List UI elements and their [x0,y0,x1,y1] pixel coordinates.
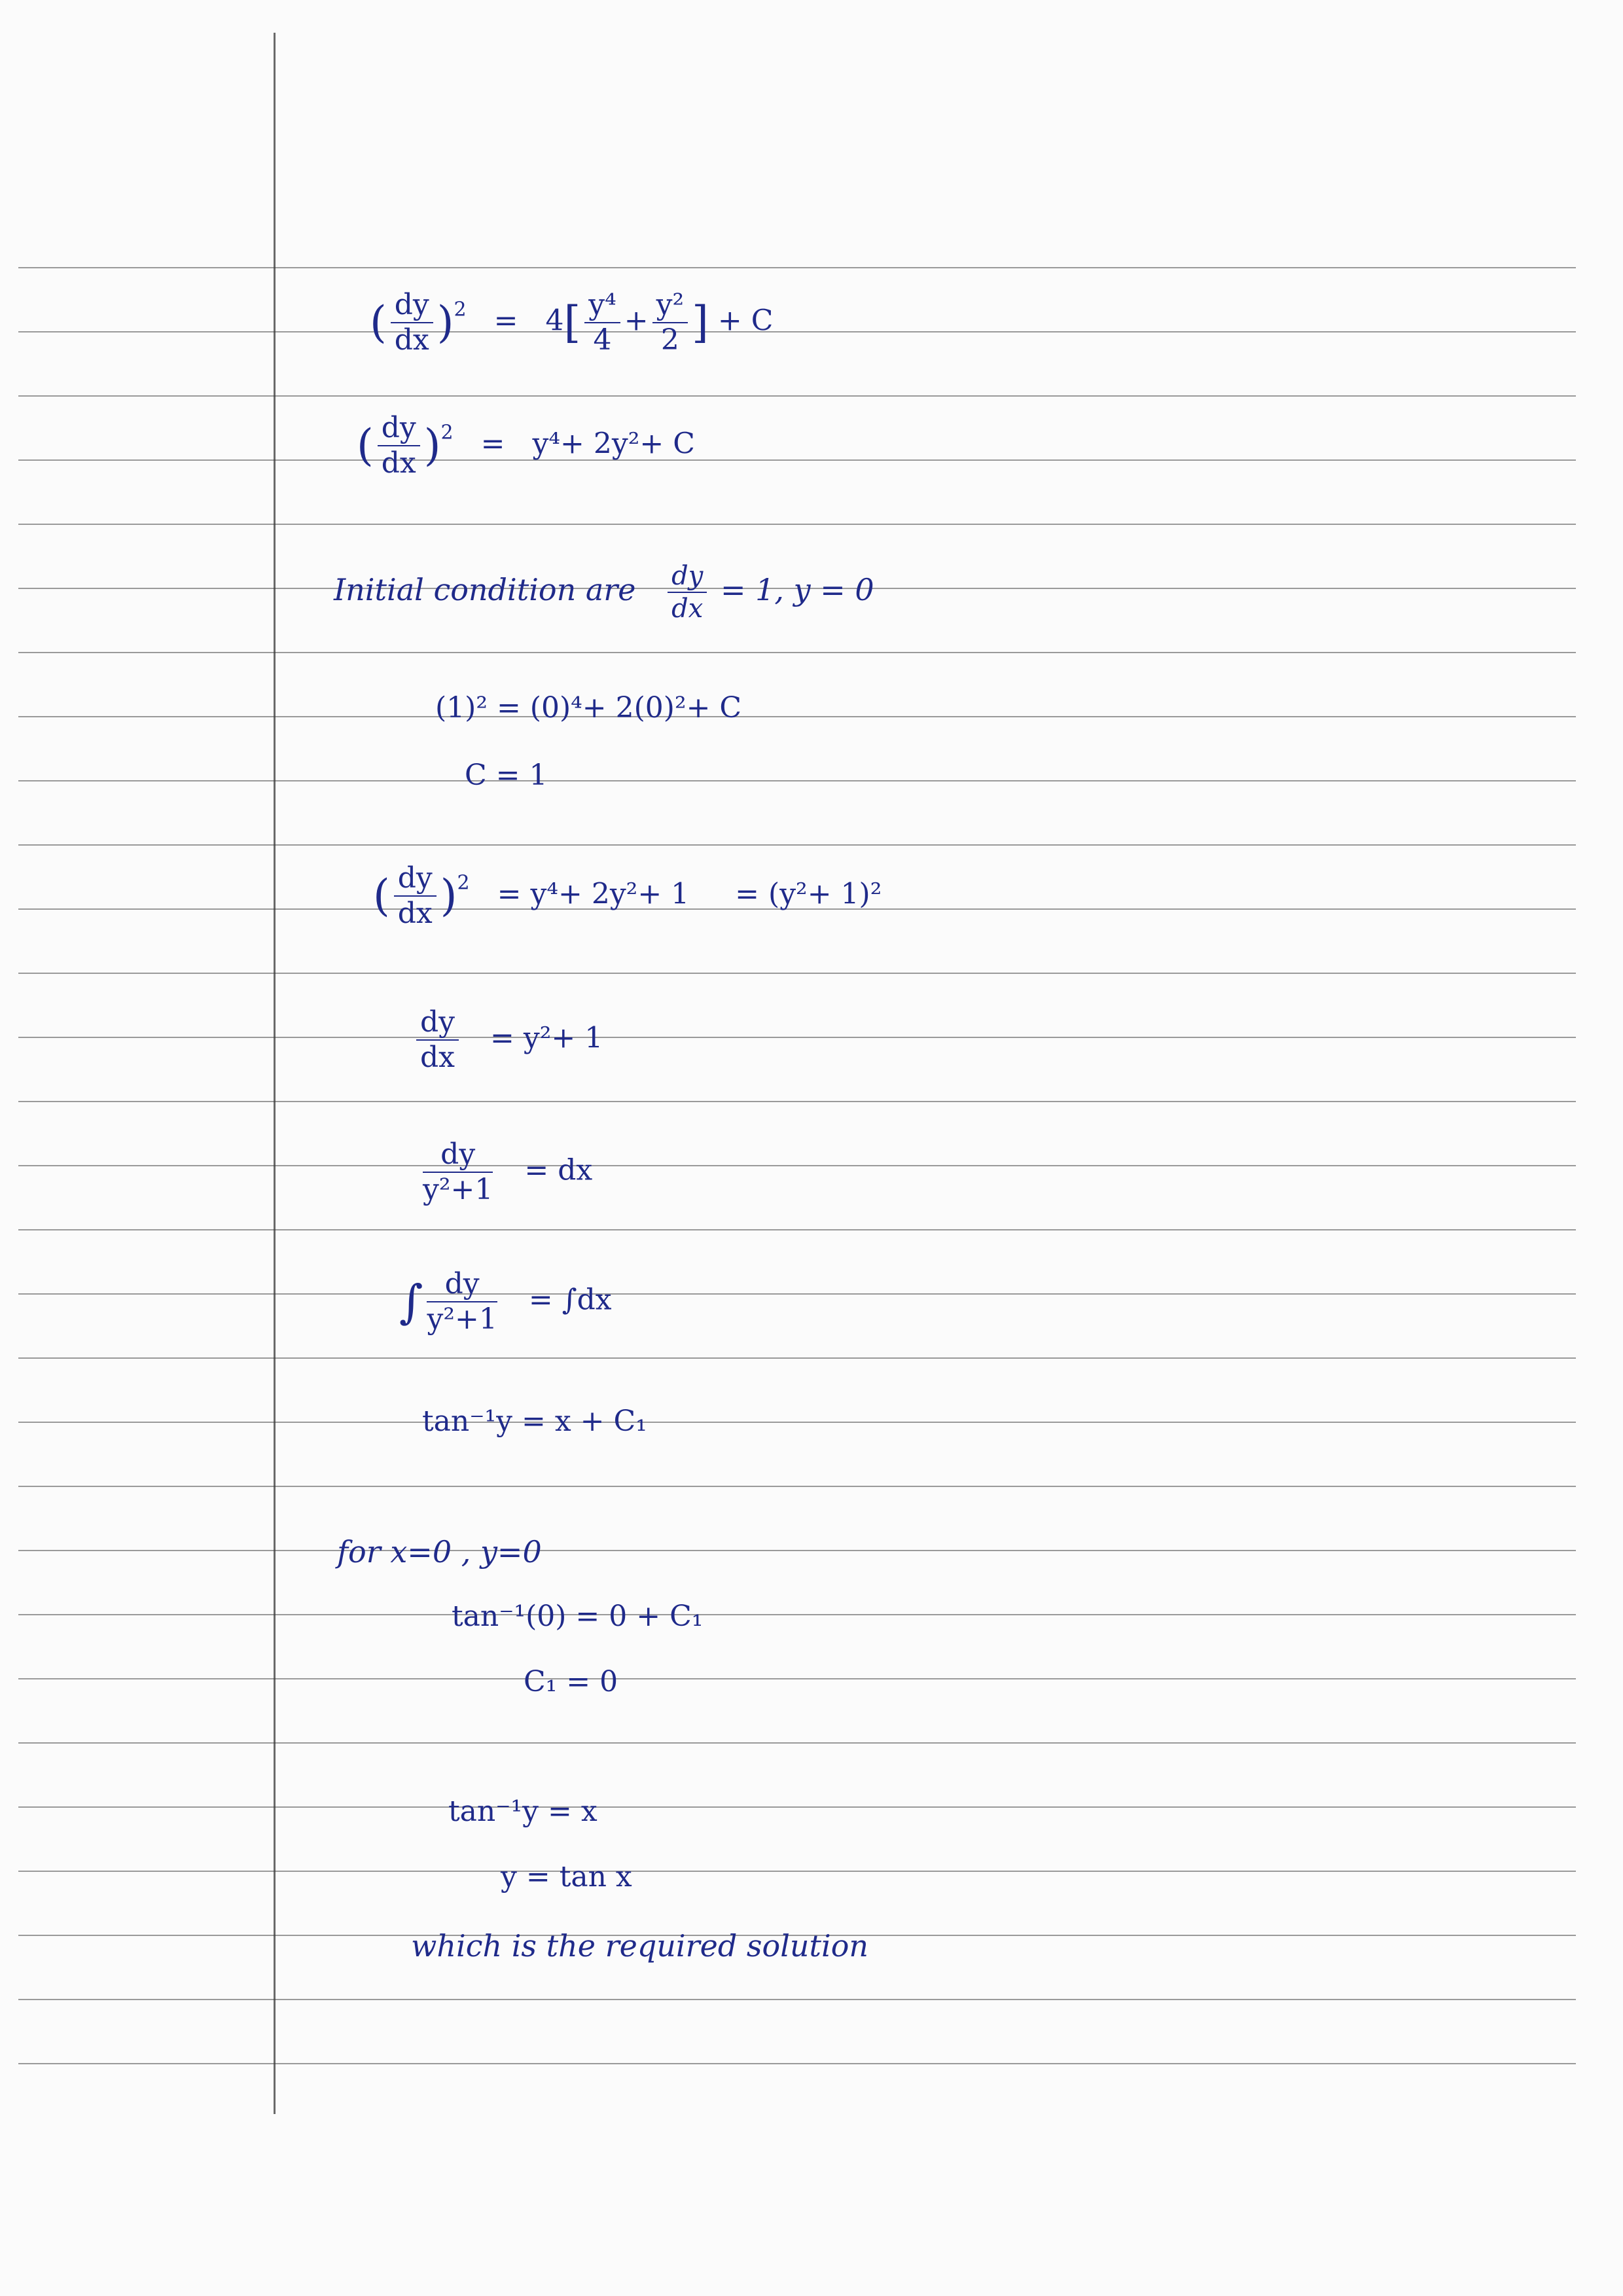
condition-values: = 1, y = 0 [720,572,874,607]
condition-line [337,1534,542,1570]
numerator: y⁴ [584,291,620,323]
close-bracket: ] [692,297,709,348]
final-solution: y = tan x [501,1860,632,1893]
ruled-line [18,780,1576,781]
constant-term: + C [717,304,774,338]
open-bracket: [ [563,297,581,348]
equation-line-14 [448,1797,597,1826]
ruled-line [18,716,1576,717]
conclusion-line [411,1928,869,1964]
conclusion-text: which is the required solution [411,1928,869,1964]
condition-text: for x=0 , y=0 [337,1534,542,1570]
ruled-line [18,1293,1576,1295]
numerator: dy [391,291,433,323]
close-paren: ) [437,297,454,348]
equation-line-6 [373,861,882,930]
denominator: dx [671,594,704,624]
ruled-line [18,1165,1576,1166]
numerator: dy [668,563,707,593]
ruled-line [18,1742,1576,1744]
open-paren: ( [373,870,390,921]
ruled-line [18,1229,1576,1230]
numerator: dy [427,1270,497,1302]
ruled-line [18,973,1576,974]
constant-value: C₁ = 0 [524,1665,618,1698]
ruled-line [18,1422,1576,1423]
close-paren: ) [440,870,457,921]
general-solution: tan⁻¹y = x + C₁ [422,1405,647,1438]
derivative-fraction [394,861,437,930]
ruled-line [18,1037,1576,1038]
denominator: 2 [660,323,679,357]
right-hand-side: y⁴+ 2y²+ C [532,427,695,461]
factored-form: = (y²+ 1)² [735,877,882,911]
equation-line-12 [452,1602,703,1631]
integral-sign: ∫ [399,1275,423,1329]
right-hand-side: = y⁴+ 2y²+ 1 [497,877,690,911]
open-paren: ( [357,420,374,471]
denominator: y²+1 [423,1173,493,1206]
equation-line-2 [357,411,695,480]
close-paren: ) [423,420,441,471]
initial-condition-line [334,563,874,622]
denominator: dx [381,446,416,480]
ruled-line [18,1871,1576,1872]
equation-line-4 [435,691,742,725]
ruled-line [18,1614,1576,1615]
equation-line-1 [370,288,774,357]
derivative-fraction [416,1005,459,1074]
numerator: dy [416,1008,459,1041]
equation-line-5 [465,761,548,790]
numerator: y² [652,291,688,323]
equation-line-10 [422,1407,647,1436]
denominator: y²+1 [427,1302,497,1336]
particular-solution: tan⁻¹y = x [448,1795,597,1828]
ruled-line [18,331,1576,332]
numerator: dy [378,414,420,446]
equation-line-13 [524,1665,618,1698]
integrand-fraction [427,1267,497,1336]
equals-sign: = [480,427,505,461]
ruled-line [18,267,1576,268]
equation-line-9 [399,1267,612,1336]
margin-line [274,33,276,2114]
exponent: 2 [454,298,467,321]
separated-fraction [423,1140,493,1204]
term-fraction [584,288,620,357]
right-hand-side: = ∫dx [528,1283,612,1317]
ruled-line [18,652,1576,653]
ruled-line [18,844,1576,846]
open-paren: ( [370,297,387,348]
equals-sign: = [493,304,518,338]
equation-line-15 [501,1860,632,1893]
ruled-line [18,1357,1576,1359]
right-hand-side: = y²+ 1 [490,1021,603,1055]
ruled-line [18,459,1576,461]
ruled-line [18,2063,1576,2064]
ruled-line [18,1678,1576,1679]
condition-text: Initial condition are [334,572,636,607]
ruled-line [18,1999,1576,2000]
ruled-line [18,1806,1576,1808]
equation-line-8 [419,1140,592,1204]
derivative-fraction [378,411,420,480]
numerator: dy [423,1140,493,1173]
constant-value: C = 1 [465,759,548,792]
derivative-fraction [391,288,433,357]
substitution: tan⁻¹(0) = 0 + C₁ [452,1600,704,1633]
substitution: (1)² = (0)⁴+ 2(0)²+ C [435,691,742,725]
derivative-fraction [668,563,707,622]
denominator: 4 [593,323,612,357]
ruled-line [18,1486,1576,1487]
numerator: dy [394,864,437,897]
denominator: dx [420,1041,455,1074]
term-fraction [652,288,688,357]
denominator: dx [397,897,433,930]
denominator: dx [394,323,429,357]
plus-sign: + [624,304,649,338]
right-hand-side: = dx [524,1153,593,1187]
equation-line-7 [412,1005,603,1074]
ruled-line [18,1101,1576,1102]
ruled-line [18,395,1576,397]
ruled-line [18,524,1576,525]
coefficient: 4 [545,304,564,338]
ruled-line [18,1550,1576,1551]
exponent: 2 [440,421,454,444]
exponent: 2 [457,871,470,895]
